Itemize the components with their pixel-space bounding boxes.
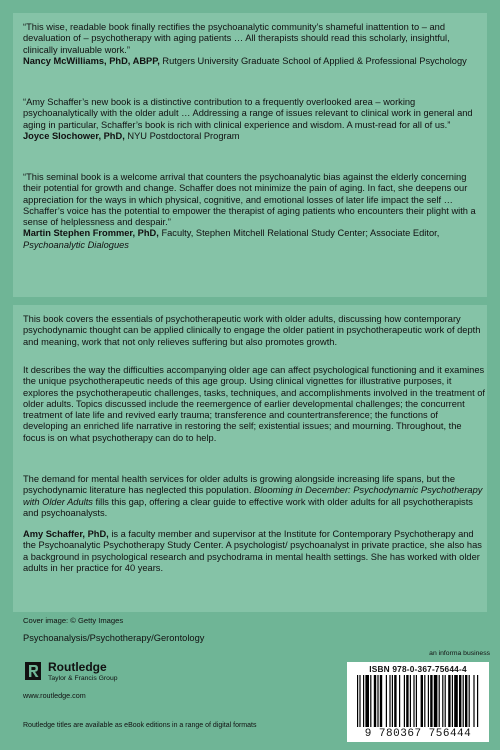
barcode-bar (445, 675, 446, 727)
informa-business-label: an informa business (429, 650, 490, 657)
barcode-bar (428, 675, 429, 727)
barcode-bar (421, 675, 423, 727)
barcode-bar (469, 675, 470, 727)
author-bio (23, 529, 485, 574)
barcode-bar (365, 675, 369, 727)
barcode-bar (434, 675, 438, 727)
barcode-bar (452, 675, 453, 727)
barcode (347, 662, 489, 742)
publisher-name: Routledge (48, 660, 107, 674)
description-paragraph-1: This book covers the essentials of psychotherapeutic work with older adults, discussing how contemporary psychodynamic thought can be applied clinically to engage the older patient in psychotherapeutic work of depth and meaning, work that not only relieves suffering but also promotes growth. (23, 314, 481, 347)
journal-title: Psychoanalytic Dialogues (23, 239, 129, 250)
quote-attribution (23, 131, 483, 142)
reviewer-affiliation: Faculty, Stephen Mitchell Relational Study Center; Associate Editor, (158, 228, 440, 239)
quote-text: “This wise, readable book finally rectifies the psychoanalytic community’s shameful inattention to – and devaluation of – psychotherapy with aging patients … All therapists should read this scholarly, insightful, clinically invaluable work.” (23, 22, 450, 55)
description-paragraph-2: It describes the way the difficulties accompanying older age can affect psychological functioning and it examines the unique psychotherapeutic needs of this age group. Using clinical vignettes for illustrative purposes, it explores the psychotherapeutic challenges, tasks, techniques, and accomplishments involved in the treatment of older adults. Topics discussed include the reemergence of earlier developmental challenges; the concurrent treatment of late life and revived early trauma; transference and countertransference; the functions of developing an enriched life narrative in restoring the self; existential issues; and mourning. Throughout, the focus is on what psychotherapy can do to help. (23, 365, 486, 443)
barcode-bar (399, 675, 400, 727)
quote-text: “This seminal book is a welcome arrival that counters the psychoanalytic bias against the elderly concerning their potential for growth and change. Schaffer does not minimize the pain of aging. In fact, she deepens our appreciation for the ways in which physical, cognitive, and emotional losses of later life impact the self … Schaffer’s voice has the potential to empower the therapist of aging patients who encounters their plight with a sense of helplessness and despair.” (23, 172, 476, 228)
publisher-group: Taylor & Francis Group (48, 675, 118, 682)
publisher-url[interactable]: www.routledge.com (23, 691, 86, 700)
barcode-bar (404, 675, 405, 727)
reviewer-affiliation: NYU Postdoctoral Program (124, 130, 240, 141)
paragraph-text: The demand for mental health services for older adults is growing alongside increasing life spans, but the psychodynamic literature has neglected this population. (23, 474, 456, 496)
barcode-bar (374, 675, 376, 727)
author-bio-text: is a faculty member and supervisor at the Institute for Contemporary Psychotherapy and the Psychoanalytic Psychotherapy Study Center. A psychologist/ psychoanalyst in private practice, she also has a background in psychological research and psychodrama in mental health settings. She has worked with older adults in her practice for 40 years. (23, 529, 482, 573)
barcode-bar (413, 675, 414, 727)
barcode-bar (377, 675, 378, 727)
barcode-bar (392, 675, 393, 727)
ebook-footnote: Routledge titles are available as eBook editions in a range of digital formats (23, 722, 257, 729)
subject-category: Psychoanalysis/Psychotherapy/Gerontology (23, 633, 205, 643)
barcode-bar (359, 675, 360, 727)
isbn-label: ISBN 978-0-367-75644-4 (369, 664, 467, 674)
paragraph-text: fills this gap, offering a clear guide to effective work with older adults for all psychotherapists and psychoanalysts. (23, 496, 473, 518)
barcode-bar (424, 675, 425, 727)
barcode-bar (465, 675, 467, 727)
barcode-bars (357, 675, 479, 727)
barcode-bar (473, 675, 474, 727)
barcode-bar (442, 675, 443, 727)
barcode-bar (454, 675, 458, 727)
barcode-bar (394, 675, 396, 727)
barcode-bar (416, 675, 417, 727)
barcode-bar (439, 675, 440, 727)
quote-attribution (23, 228, 483, 251)
barcode-bar (406, 675, 408, 727)
reviewer-name: Joyce Slochower, PhD, (23, 130, 125, 141)
praise-quote-1 (23, 22, 483, 67)
reviewer-name: Nancy McWilliams, PhD, ABPP, (23, 55, 160, 66)
barcode-bar (363, 675, 364, 727)
barcode-bar (380, 675, 382, 727)
barcode-bar (430, 675, 432, 727)
description-paragraph-3 (23, 474, 485, 519)
book-title: Blooming in December: Psychodynamic Psychotherapy with Older Adults (23, 485, 483, 507)
barcode-bar (448, 675, 450, 727)
barcode-bar (386, 675, 387, 727)
barcode-bar (459, 675, 461, 727)
barcode-bar (463, 675, 464, 727)
praise-quote-2 (23, 97, 483, 142)
quote-attribution (23, 56, 483, 67)
barcode-digits: 9 780367 756444 (364, 728, 472, 740)
reviewer-name: Martin Stephen Frommer, PhD, (23, 228, 159, 239)
barcode-bar (410, 675, 411, 727)
barcode-bar (357, 675, 358, 727)
barcode-bar (370, 675, 371, 727)
cover-credit: Cover image: © Getty Images (23, 616, 124, 625)
author-name: Amy Schaffer, PhD, (23, 529, 109, 539)
barcode-bar (477, 675, 478, 727)
reviewer-affiliation: Rutgers University Graduate School of Applied & Professional Psychology (159, 55, 467, 66)
quote-text: “Amy Schaffer’s new book is a distinctive contribution to a frequently overlooked area – working psychoanalytically with the older adult … Addressing a range of issues relevant to clinical work in general and aging in particular, Schaffer’s book is rich with clinical experience and wisdom. A must-read for all of us.” (23, 97, 473, 130)
barcode-bar (389, 675, 390, 727)
routledge-logo-icon (23, 660, 43, 682)
praise-quote-3 (23, 172, 483, 251)
